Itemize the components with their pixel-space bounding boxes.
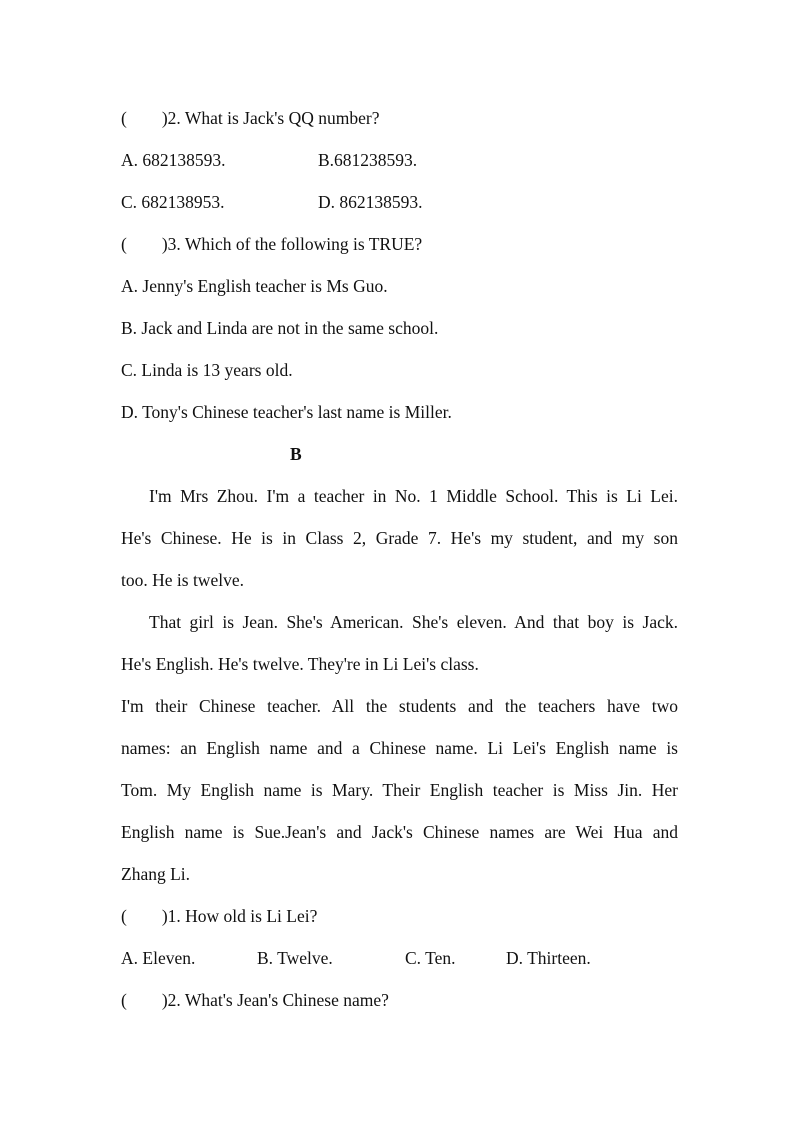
question-2-option-d: D. 862138593. bbox=[318, 192, 423, 212]
b-question-1-option-d: D. Thirteen. bbox=[506, 948, 591, 968]
question-2-stem: ( )2. What is Jack's QQ number? bbox=[121, 108, 380, 128]
question-3-option-b: B. Jack and Linda are not in the same school. bbox=[121, 318, 439, 338]
passage-line: He's English. He's twelve. They're in Li Lei's class. bbox=[121, 654, 479, 674]
passage-line: He's Chinese. He is in Class 2, Grade 7. He's my student, and my son bbox=[121, 528, 678, 548]
question-3-option-c: C. Linda is 13 years old. bbox=[121, 360, 293, 380]
question-3-option-a: A. Jenny's English teacher is Ms Guo. bbox=[121, 276, 388, 296]
question-3-option-d: D. Tony's Chinese teacher's last name is Miller. bbox=[121, 402, 452, 422]
passage-line: Zhang Li. bbox=[121, 864, 191, 884]
passage-line: Tom. My English name is Mary. Their English teacher is Miss Jin. Her bbox=[121, 780, 678, 800]
b-question-1-stem: ( )1. How old is Li Lei? bbox=[121, 906, 318, 926]
question-2-option-b: B.681238593. bbox=[318, 150, 418, 170]
b-question-1-option-a: A. Eleven. bbox=[121, 948, 196, 968]
section-b-title: B bbox=[290, 444, 302, 464]
question-2-option-a: A. 682138593. bbox=[121, 150, 226, 170]
passage-line: too. He is twelve. bbox=[121, 570, 244, 590]
passage-line: English name is Sue.Jean's and Jack's Chinese names are Wei Hua and bbox=[121, 822, 678, 842]
b-question-1-option-b: B. Twelve. bbox=[257, 948, 333, 968]
passage-line: That girl is Jean. She's American. She's eleven. And that boy is Jack. bbox=[149, 612, 678, 632]
question-2-option-c: C. 682138953. bbox=[121, 192, 225, 212]
passage-line: names: an English name and a Chinese name. Li Lei's English name is bbox=[121, 738, 678, 758]
passage-line: I'm Mrs Zhou. I'm a teacher in No. 1 Middle School. This is Li Lei. bbox=[149, 486, 678, 506]
b-question-2-stem: ( )2. What's Jean's Chinese name? bbox=[121, 990, 389, 1010]
b-question-1-option-c: C. Ten. bbox=[405, 948, 456, 968]
question-3-stem: ( )3. Which of the following is TRUE? bbox=[121, 234, 423, 254]
passage-line: I'm their Chinese teacher. All the students and the teachers have two bbox=[121, 696, 678, 716]
